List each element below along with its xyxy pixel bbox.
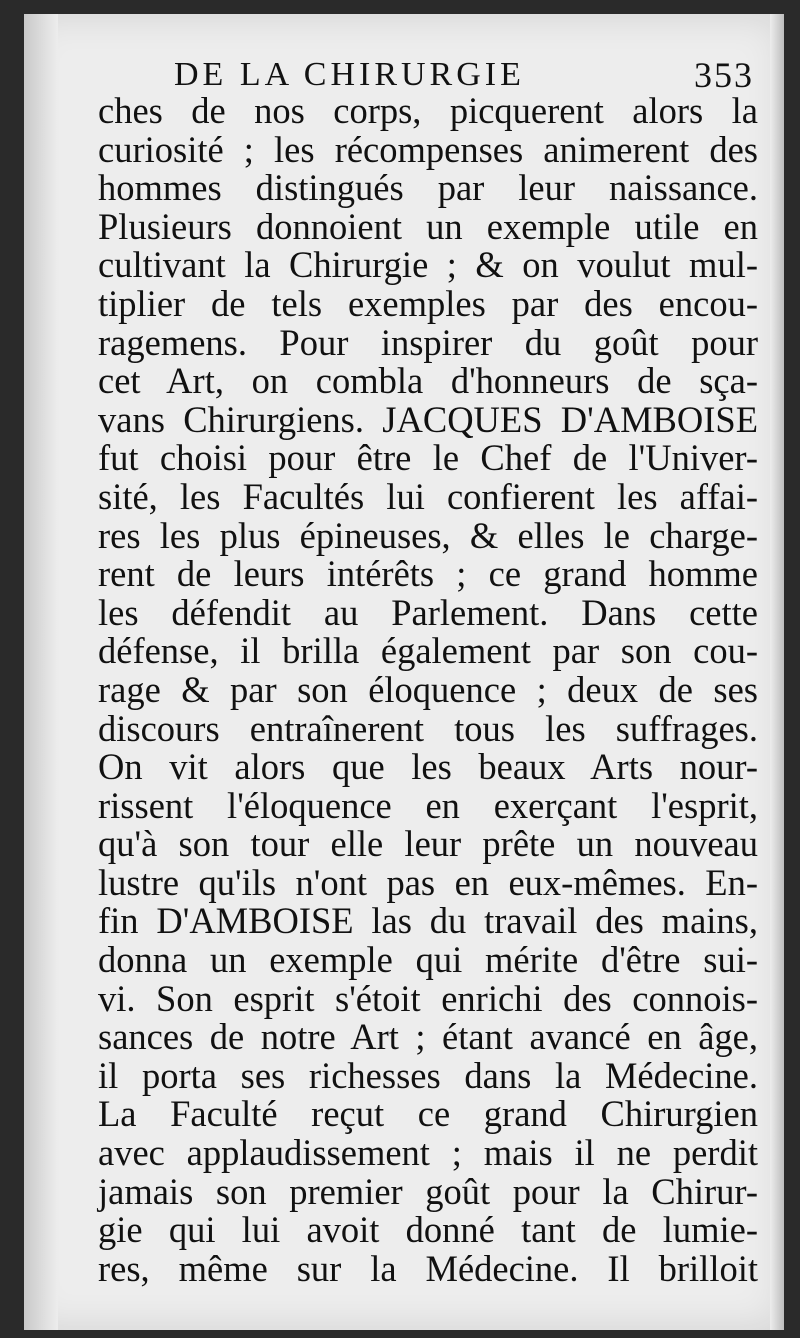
text-line: cultivant la Chirurgie ; & on voulut mul- [98, 244, 758, 286]
text-line: sité, les Facultés lui confierent les affai- [98, 475, 758, 517]
running-head: DE LA CHIRURGIE [174, 56, 525, 93]
text-line: rent de leurs intérêts ; ce grand homme [98, 553, 758, 595]
book-page [24, 14, 784, 1330]
text-line: qu'à son tour elle leur prête un nouveau [98, 823, 758, 865]
text-line: défense, il brilla également par son cou- [98, 630, 758, 672]
text-line: La Faculté reçut ce grand Chirurgien [98, 1093, 758, 1135]
text-line: cet Art, on combla d'honneurs de sça- [98, 360, 758, 402]
text-line: discours entraînerent tous les suffrages. [98, 707, 758, 749]
text-line: les défendit au Parlement. Dans cette [98, 591, 758, 633]
text-line: res, même sur la Médecine. Il brilloit [98, 1247, 758, 1289]
text-line: jamais son premier goût pour la Chirur- [98, 1170, 758, 1212]
text-line: On vit alors que les beaux Arts nour- [98, 746, 758, 788]
text-line: hommes distingués par leur naissance. [98, 167, 758, 209]
text-line: sances de notre Art ; étant avancé en âge, [98, 1016, 758, 1058]
text-line: ches de nos corps, picquerent alors la [98, 90, 758, 131]
text-line: ragemens. Pour inspirer du goût pour [98, 321, 758, 363]
text-line: fin D'AMBOISE las du travail des mains, [98, 900, 758, 942]
text-line: fut choisi pour être le Chef de l'Univer- [98, 437, 758, 479]
page-gutter-shadow [24, 14, 58, 1330]
text-line: res les plus épineuses, & elles le charge- [98, 514, 758, 556]
body-text [98, 92, 758, 1288]
text-line: gie qui lui avoit donné tant de lumie- [98, 1209, 758, 1251]
text-line: vans Chirurgiens. JACQUES D'AMBOISE [98, 398, 758, 440]
text-line: vi. Son esprit s'étoit enrichi des connois- [98, 977, 758, 1019]
page-number: 353 [694, 55, 754, 95]
text-line: Plusieurs donnoient un exemple utile en [98, 205, 758, 247]
page-edge-shadow [770, 14, 784, 1330]
text-line: curiosité ; les récompenses animerent des [98, 128, 758, 170]
text-line: tiplier de tels exemples par des encou- [98, 282, 758, 324]
text-line: il porta ses richesses dans la Médecine. [98, 1054, 758, 1096]
text-line: rissent l'éloquence en exerçant l'esprit, [98, 784, 758, 826]
text-line: rage & par son éloquence ; deux de ses [98, 668, 758, 710]
text-line: avec applaudissement ; mais il ne perdit [98, 1132, 758, 1174]
text-line: lustre qu'ils n'ont pas en eux-mêmes. En- [98, 861, 758, 903]
text-line: donna un exemple qui mérite d'être sui- [98, 939, 758, 981]
